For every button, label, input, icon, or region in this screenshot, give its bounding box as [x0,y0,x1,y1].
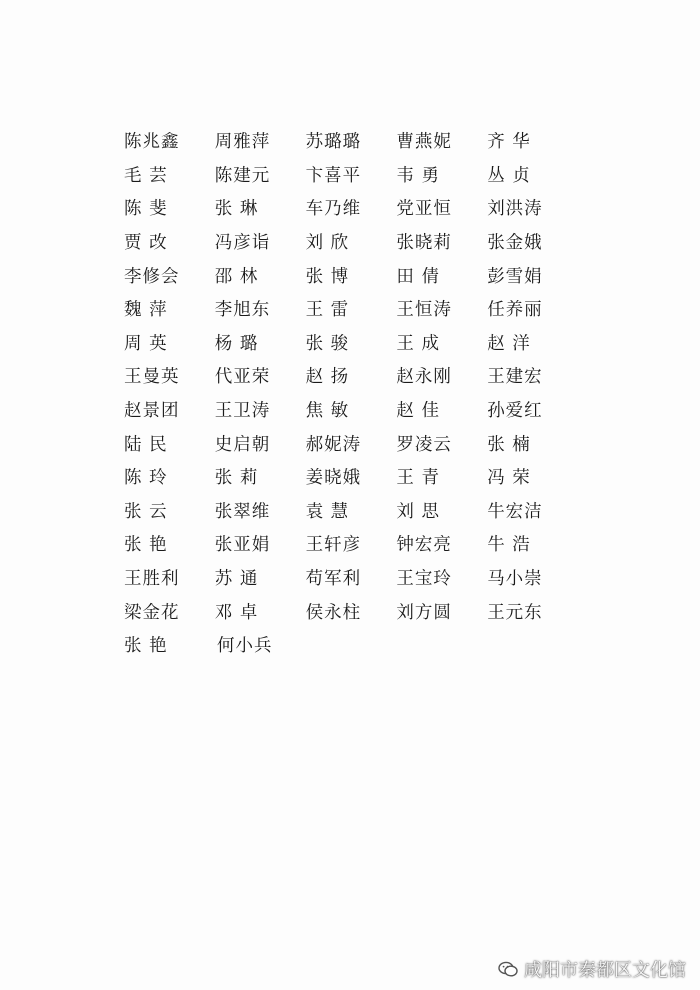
name-entry: 张 博 [305,266,350,287]
name-entry: 卞喜平 [305,165,362,186]
watermark [498,956,686,982]
name-entry: 张 云 [124,501,168,522]
watermark-text: 咸阳市秦都区文化馆 [524,960,686,981]
name-entry: 马小崇 [487,569,543,590]
name-entry: 刘 思 [396,501,440,522]
name-entry: 王恒涛 [396,300,452,321]
name-entry: 毛 芸 [124,165,168,186]
name-entry: 齐 华 [487,132,531,153]
wechat-icon [498,961,518,977]
name-entry: 王宝玲 [396,569,452,590]
name-entry: 赵永刚 [396,367,452,388]
name-entry: 张翠维 [214,501,271,522]
name-entry: 彭雪娟 [487,266,543,287]
name-entry: 陈 玲 [124,468,168,489]
name-entry: 张 艳 [124,636,168,657]
name-entry: 苟军利 [305,569,362,590]
name-row [118,326,578,360]
name-row [118,158,578,192]
name-entry: 王胜利 [124,569,180,590]
name-entry: 张亚娟 [214,535,271,556]
name-entry: 党亚恒 [396,199,452,220]
name-entry: 李修会 [124,266,180,287]
name-row [118,628,578,662]
name-entry: 史启朝 [214,434,271,455]
name-entry: 魏 萍 [124,300,168,321]
name-entry: 车乃维 [305,199,362,220]
name-entry: 孙爱红 [487,401,543,422]
name-row [118,527,578,561]
name-entry: 牛 浩 [487,535,531,556]
name-entry: 王 青 [396,468,440,489]
name-entry: 李旭东 [214,300,271,321]
name-entry: 张金娥 [487,233,543,254]
name-entry: 周雅萍 [214,132,271,153]
name-row [118,494,578,528]
name-entry: 赵 佳 [396,401,440,422]
name-entry: 张 莉 [214,468,259,489]
name-entry: 任养丽 [487,300,543,321]
name-row [118,561,578,595]
name-entry: 陈 斐 [124,199,168,220]
name-entry: 牛宏洁 [487,501,543,522]
name-entry: 代亚荣 [214,367,271,388]
name-entry: 苏璐璐 [305,132,362,153]
name-entry: 冯 荣 [487,468,531,489]
name-row [118,124,578,158]
name-entry: 周 英 [124,333,168,354]
name-row [118,594,578,628]
name-entry: 王建宏 [487,367,543,388]
name-entry: 陈建元 [214,165,271,186]
name-row [118,460,578,494]
name-entry: 袁 慧 [305,501,350,522]
name-entry: 侯永柱 [305,602,362,623]
name-entry: 贾 改 [124,233,168,254]
name-row [118,426,578,460]
name-entry: 钟宏亮 [396,535,452,556]
name-row [118,393,578,427]
name-entry: 赵 洋 [487,333,531,354]
name-entry: 冯彦诣 [214,233,271,254]
name-entry: 赵 扬 [305,367,350,388]
name-entry: 王 雷 [305,300,350,321]
name-entry: 邓 卓 [214,602,259,623]
name-row [118,359,578,393]
name-entry: 王元东 [487,602,543,623]
name-entry: 王 成 [396,333,440,354]
name-entry: 陆 民 [124,434,168,455]
name-entry: 罗凌云 [396,434,452,455]
name-entry: 赵景团 [124,401,180,422]
name-entry: 梁金花 [124,602,180,623]
name-entry: 刘方圆 [396,602,452,623]
name-entry: 张 楠 [487,434,531,455]
name-entry: 张 骏 [305,333,350,354]
name-entry: 刘 欣 [305,233,350,254]
name-entry: 张 琳 [214,199,259,220]
name-entry: 何小兵 [217,636,273,657]
name-entry: 韦 勇 [396,165,440,186]
name-row [118,258,578,292]
name-entry: 曹燕妮 [396,132,452,153]
name-entry: 刘洪涛 [487,199,543,220]
name-row [118,225,578,259]
name-entry: 陈兆鑫 [124,132,180,153]
name-entry: 姜晓娥 [305,468,362,489]
name-entry: 王轩彦 [305,535,362,556]
name-list [118,124,578,662]
name-entry: 王卫涛 [214,401,271,422]
name-entry: 苏 通 [214,569,259,590]
name-entry: 邵 林 [214,266,259,287]
name-entry: 王曼英 [124,367,180,388]
name-row [118,191,578,225]
name-row [118,292,578,326]
name-entry: 田 倩 [396,266,440,287]
name-entry: 张 艳 [124,535,168,556]
name-entry: 焦 敏 [305,401,350,422]
name-entry: 丛 贞 [487,165,531,186]
name-entry: 杨 璐 [214,333,259,354]
name-entry: 张晓莉 [396,233,452,254]
name-entry: 郝妮涛 [305,434,362,455]
